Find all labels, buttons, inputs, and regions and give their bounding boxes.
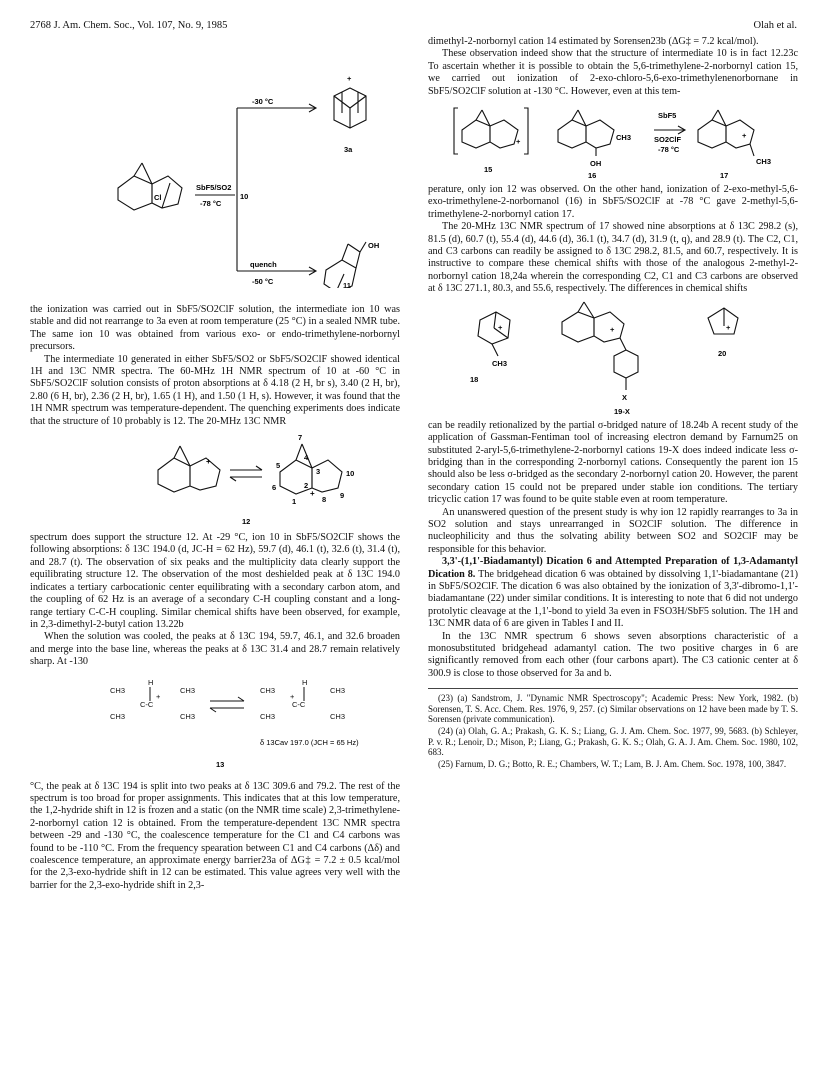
quench-label: quench	[250, 260, 277, 269]
atom-number-2: 2	[304, 481, 309, 491]
compound-15-label: 15	[484, 165, 493, 175]
cation-15-charge: +	[516, 137, 521, 147]
cation-charge: +	[347, 74, 352, 83]
right-paragraph-6: An unanswered question of the present study is why ion 12 rapidly rearranges to 3a in SO2 solution and stays unrearranged in SO2ClF solution. The difference in nucleophilicity and thus the solvating ability between SO2 and SO2ClF may be responsible for this behavior.	[428, 506, 798, 555]
right-paragraph-5: can be readily retionalized by the partial σ-bridged nature of 18.24b A recent study of the application of Gassman-Fentiman tool of increasing electron demand by Farnum25 on substituted 2-aryl-5,6-trimethylene-2-norbornyl cations 19-X does indeed indicate less σ-bridging than in the corresponding 2-norbornyl cations. Consequently the parent ion 15 should also be less σ-bridged as the secondary 2-norbornyl cation 20. However, the parent secondary cation 15 could not be prepared under stable ion conditions. The tertiary tricyclic cation 17 was found to be quite stable even at room temperature.	[428, 419, 798, 506]
scheme-ionization-drawing	[30, 38, 400, 288]
left-column	[30, 36, 400, 892]
cation-13-shift: δ 13Cav 197.0 (JCH = 65 Hz)	[260, 737, 359, 747]
atom-number-4: 4	[304, 453, 309, 463]
compound-20-label: 20	[718, 348, 727, 358]
atom-number-1: 1	[292, 497, 297, 507]
right-column	[428, 36, 798, 770]
hydroxyl-label: OH	[368, 241, 380, 250]
scheme-18-19-20	[428, 298, 798, 416]
compound-10-label: 10	[240, 192, 249, 201]
reagent2-a: SbF5	[658, 111, 677, 121]
footnote-24: (24) (a) Olah, G. A.; Prakash, G. K. S.; Liang, G. J. Am. Chem. Soc. 1977, 99, 5683. (b) Schleyer, P. v. R.; Lenoir, D.; Mison, P.; Liang, G.; Prakash, G. K. S.; Olah, G. A. J. Am. Chem. Soc. 1980, 102, 683.	[428, 726, 798, 758]
compound-12-label: 12	[242, 517, 251, 527]
left-paragraph-2: The intermediate 10 generated in either SbF5/SO2 or SbF5/SO2ClF showed identical 1H and 13C NMR spectra. The 60-MHz 1H NMR spectrum of 10 at -60 °C in SbF5/SO2ClF solution consists of proton absorptions at δ 4.18 (2 H, br s), 3.40 (2 H, br), 2.80 (6 H, br), 2.36 (2 H, br), 1.65 (1 H), and 1.50 (1 H, s). However, it was found that the 1H NMR spectrum was temperature-dependent. The quenching experiments does indicate that the structure of 10 probably is 12. The 20-MHz 13C NMR	[30, 353, 400, 427]
right-paragraph-2: These observation indeed show that the structure of intermediate 10 is in fact 12.23c To ascertain whether it is possible to obtain the 5,6-trimethylene-2-norbornyl cation 15, we carried out ionization of 2-exo-chloro-5,6-exo-trimethylenenorbornane in SbF5/SO2ClF solution at -130 °C. However, even at this tem-	[428, 48, 798, 97]
atom-number-9: 9	[340, 491, 345, 501]
cond-top-label: -30 °C	[252, 97, 274, 106]
h-a: H	[148, 677, 154, 687]
atom-number-6: 6	[272, 483, 277, 493]
charge-left: +	[206, 457, 211, 467]
scheme-equilibrium-12	[30, 430, 400, 528]
oh-16: OH	[590, 159, 602, 169]
scheme-15-17-drawing	[428, 100, 798, 180]
reagent2-b: SO2ClF	[654, 135, 682, 145]
right-paragraph-4: The 20-MHz 13C NMR spectrum of 17 showed nine absorptions at δ 13C 298.2 (s), 81.5 (d), 60.7 (t), 55.4 (d), 44.6 (d), 36.1 (t), 34.7 (d), 31.9 (t, q), and 28.9 (t). The C2, C1, and C3 carbons can readily be assigned to δ 13C 298.2, 81.5, and 60.7, respectively. It is instructive to compare these chemical shifts with those of the analogous 2-methyl-2-norbornyl cation 18,24a wherein the corresponding C2, C1 and C3 carbons are observed at δ 13C 271.1, 80.3, and 55.6, respectively. The differences in chemical shifts	[428, 221, 798, 295]
charge-a: +	[156, 691, 161, 701]
cation-20-charge: +	[726, 322, 731, 332]
ch3-g: CH3	[260, 711, 276, 721]
author-header: Olah et al.	[753, 20, 797, 31]
left-paragraph-1: the ionization was carried out in SbF5/SO2ClF solution, the intermediate ion 10 was stable and did not rearrange to 3a even at room temperature (25 °C) in a sealed NMR tube. The same ion 10 was obtained from various exo- or endo-trimethylene-norbornyl precursors.	[30, 304, 400, 353]
compound-13-label: 13	[216, 759, 225, 769]
left-paragraph-3: spectrum does support the structure 12. At -29 °C, ion 10 in SbF5/SO2ClF shows the following absorptions: δ 13C 194.0 (d, JC-H = 62 Hz), 59.7 (d), 46.1 (t), 32.6 (t), 31.4 (t), and 28.7 (t). The observation of six peaks and the multiplicity data clearly support the equilibrating structure 12. The observation of the most deshielded peak at δ 13C 194.0 indicates a tertiary carbocationic center equilibrating with a secondary carbon atom, and the coupling of 62 Hz is an average of a secondary C-H coupling constant and a long-range tertiary C-C-H coupling. Similar chemical shifts have been observed, for example, in 2,3-dimethyl-2-butyl cation 13.22b	[30, 532, 400, 630]
scheme-cation-13	[30, 671, 400, 777]
left-paragraph-4: When the solution was cooled, the peaks at δ 13C 194, 59.7, 46.1, and 32.6 broaden and merge into the base line, whereas the peaks at δ 13C 31.4 and 28.7 remain relatively sharp. At -130	[30, 631, 400, 668]
atom-number-3: 3	[316, 467, 321, 477]
scheme-ionization	[30, 38, 400, 288]
c-c-b: C-C	[292, 699, 306, 709]
cation-18-charge: +	[498, 322, 503, 332]
reagent-label: SbF5/SO2	[196, 183, 232, 192]
ch3-c: CH3	[110, 711, 126, 721]
right-paragraph-3: perature, only ion 12 was observed. On the other hand, ionization of 2-exo-methyl-5,6-exo-trimethylene-2-norbornanol (16) in SbF5/SO2ClF at -78 °C gave 2-methyl-5,6-trimethylene-2-norbornyl cation 17.	[428, 184, 798, 220]
compound-19-label: 19-X	[614, 406, 630, 416]
compound-17-label: 17	[720, 171, 729, 181]
chloro-label: Cl	[154, 193, 162, 202]
h-b: H	[302, 677, 308, 687]
left-paragraph-5: °C, the peak at δ 13C 194 is split into two peaks at δ 13C 309.6 and 79.2. The rest of the spectrum is too broad for proper assignments. This indicates that at this low temperature, the 1,2-hydride shift in 12 is frozen and a static (on the NMR time scale) 2,3-trimethylene-2-norbornyl cation 12 is obtained. From the temperature-dependent 13C NMR spectra between -29 and -130 °C, the coalescence temperature for the C1 and C4 carbons was found to be -110 °C. From the frequency spearation between C1 and C4 carbons (Δδ) and coalescence temperature, an approximate energy barrier23a of ΔG‡ = 7.2 ± 0.5 kcal/mol for the 2,3-exo-hydride shift in 12 can be estimated. This value agrees very well with the barrier for the 2,3-exo-hydride shift in 2,3-	[30, 780, 400, 891]
atom-number-5: 5	[276, 461, 281, 471]
ch3-17: CH3	[756, 157, 772, 167]
ch3-a: CH3	[110, 685, 126, 695]
atom-number-10: 10	[346, 469, 355, 479]
atom-number-7: 7	[298, 433, 303, 443]
right-paragraph-8: In the 13C NMR spectrum 6 shows seven absorptions characteristic of a monosubstituted bridgehead adamantyl cation. The two positive charges in 6 are significantly removed from each other (four carbons apart). The C3 cationic center at δ 300.9 is close to those observed for 3a and b.	[428, 630, 798, 679]
ch3-16: CH3	[616, 133, 632, 143]
atom-number-8: 8	[322, 495, 327, 505]
compound-11-label: 11	[343, 281, 351, 290]
running-header: 2768 J. Am. Chem. Soc., Vol. 107, No. 9, 1985	[30, 20, 228, 31]
scheme-18-20-drawing	[428, 298, 798, 416]
section-heading: 3,3'-(1,1'-Biadamantyl) Dication 6 and Attempted Preparation of 1,3-Adamantyl Dication 8.	[428, 556, 798, 580]
footnote-25: (25) Farnum, D. G.; Botto, R. E.; Chambers, W. T.; Lam, B. J. Am. Chem. Soc. 1978, 100, 3847.	[438, 758, 787, 769]
ch3-b: CH3	[180, 685, 196, 695]
right-paragraph-7	[428, 556, 798, 630]
substituent-x: X	[622, 392, 628, 402]
cation-17-charge: +	[742, 131, 747, 141]
section-body: The bridgehead dication 6 was obtained by dissolving 1,1'-biadamantane (21) in SbF5/SO2ClF. The dication 6 was also obtained by the ionization of 3,3'-dibromo-1,1'-biadamantane (22) under similar conditions. It is interesting to note that 6 did not undergo protolytic cleavage at the 1,1'-bond to yield 3a even in FSO3H/SbF5 solution. The 1H and 13C NMR data of 6 are given in Tables I and II.	[428, 568, 798, 630]
ch3-18: CH3	[492, 358, 508, 368]
ch3-h: CH3	[330, 711, 346, 721]
ch3-d: CH3	[180, 711, 196, 721]
scheme-15-16-17	[428, 100, 798, 180]
cond-bottom-label: -50 °C	[252, 277, 274, 286]
scheme-13-drawing	[30, 671, 400, 777]
right-paragraph-1: dimethyl-2-norbornyl cation 14 estimated by Sorensen23b (ΔG‡ = 7.2 kcal/mol).	[428, 36, 759, 47]
cation-19-charge: +	[610, 324, 615, 334]
charge-right: +	[310, 489, 315, 499]
footnote-23: (23) (a) Sandstrom, J. "Dynamic NMR Spectroscopy"; Academic Press: New York, 1982. (b) Sorensen, T. S. Acc. Chem. Res. 1976, 9, 257. (c) Similar observations on 12 have been made by T. S. Sorensen (private communication).	[428, 693, 798, 725]
temp2: -78 °C	[658, 145, 680, 155]
ch3-f: CH3	[330, 685, 346, 695]
compound-16-label: 16	[588, 171, 597, 181]
compound-18-label: 18	[470, 374, 479, 384]
charge-b: +	[290, 691, 295, 701]
temp-label: -78 °C	[200, 199, 222, 208]
scheme-12-drawing	[30, 430, 400, 528]
compound-3a-label: 3a	[344, 145, 353, 154]
c-c-a: C-C	[140, 699, 154, 709]
footnotes	[428, 688, 798, 769]
ch3-e: CH3	[260, 685, 276, 695]
